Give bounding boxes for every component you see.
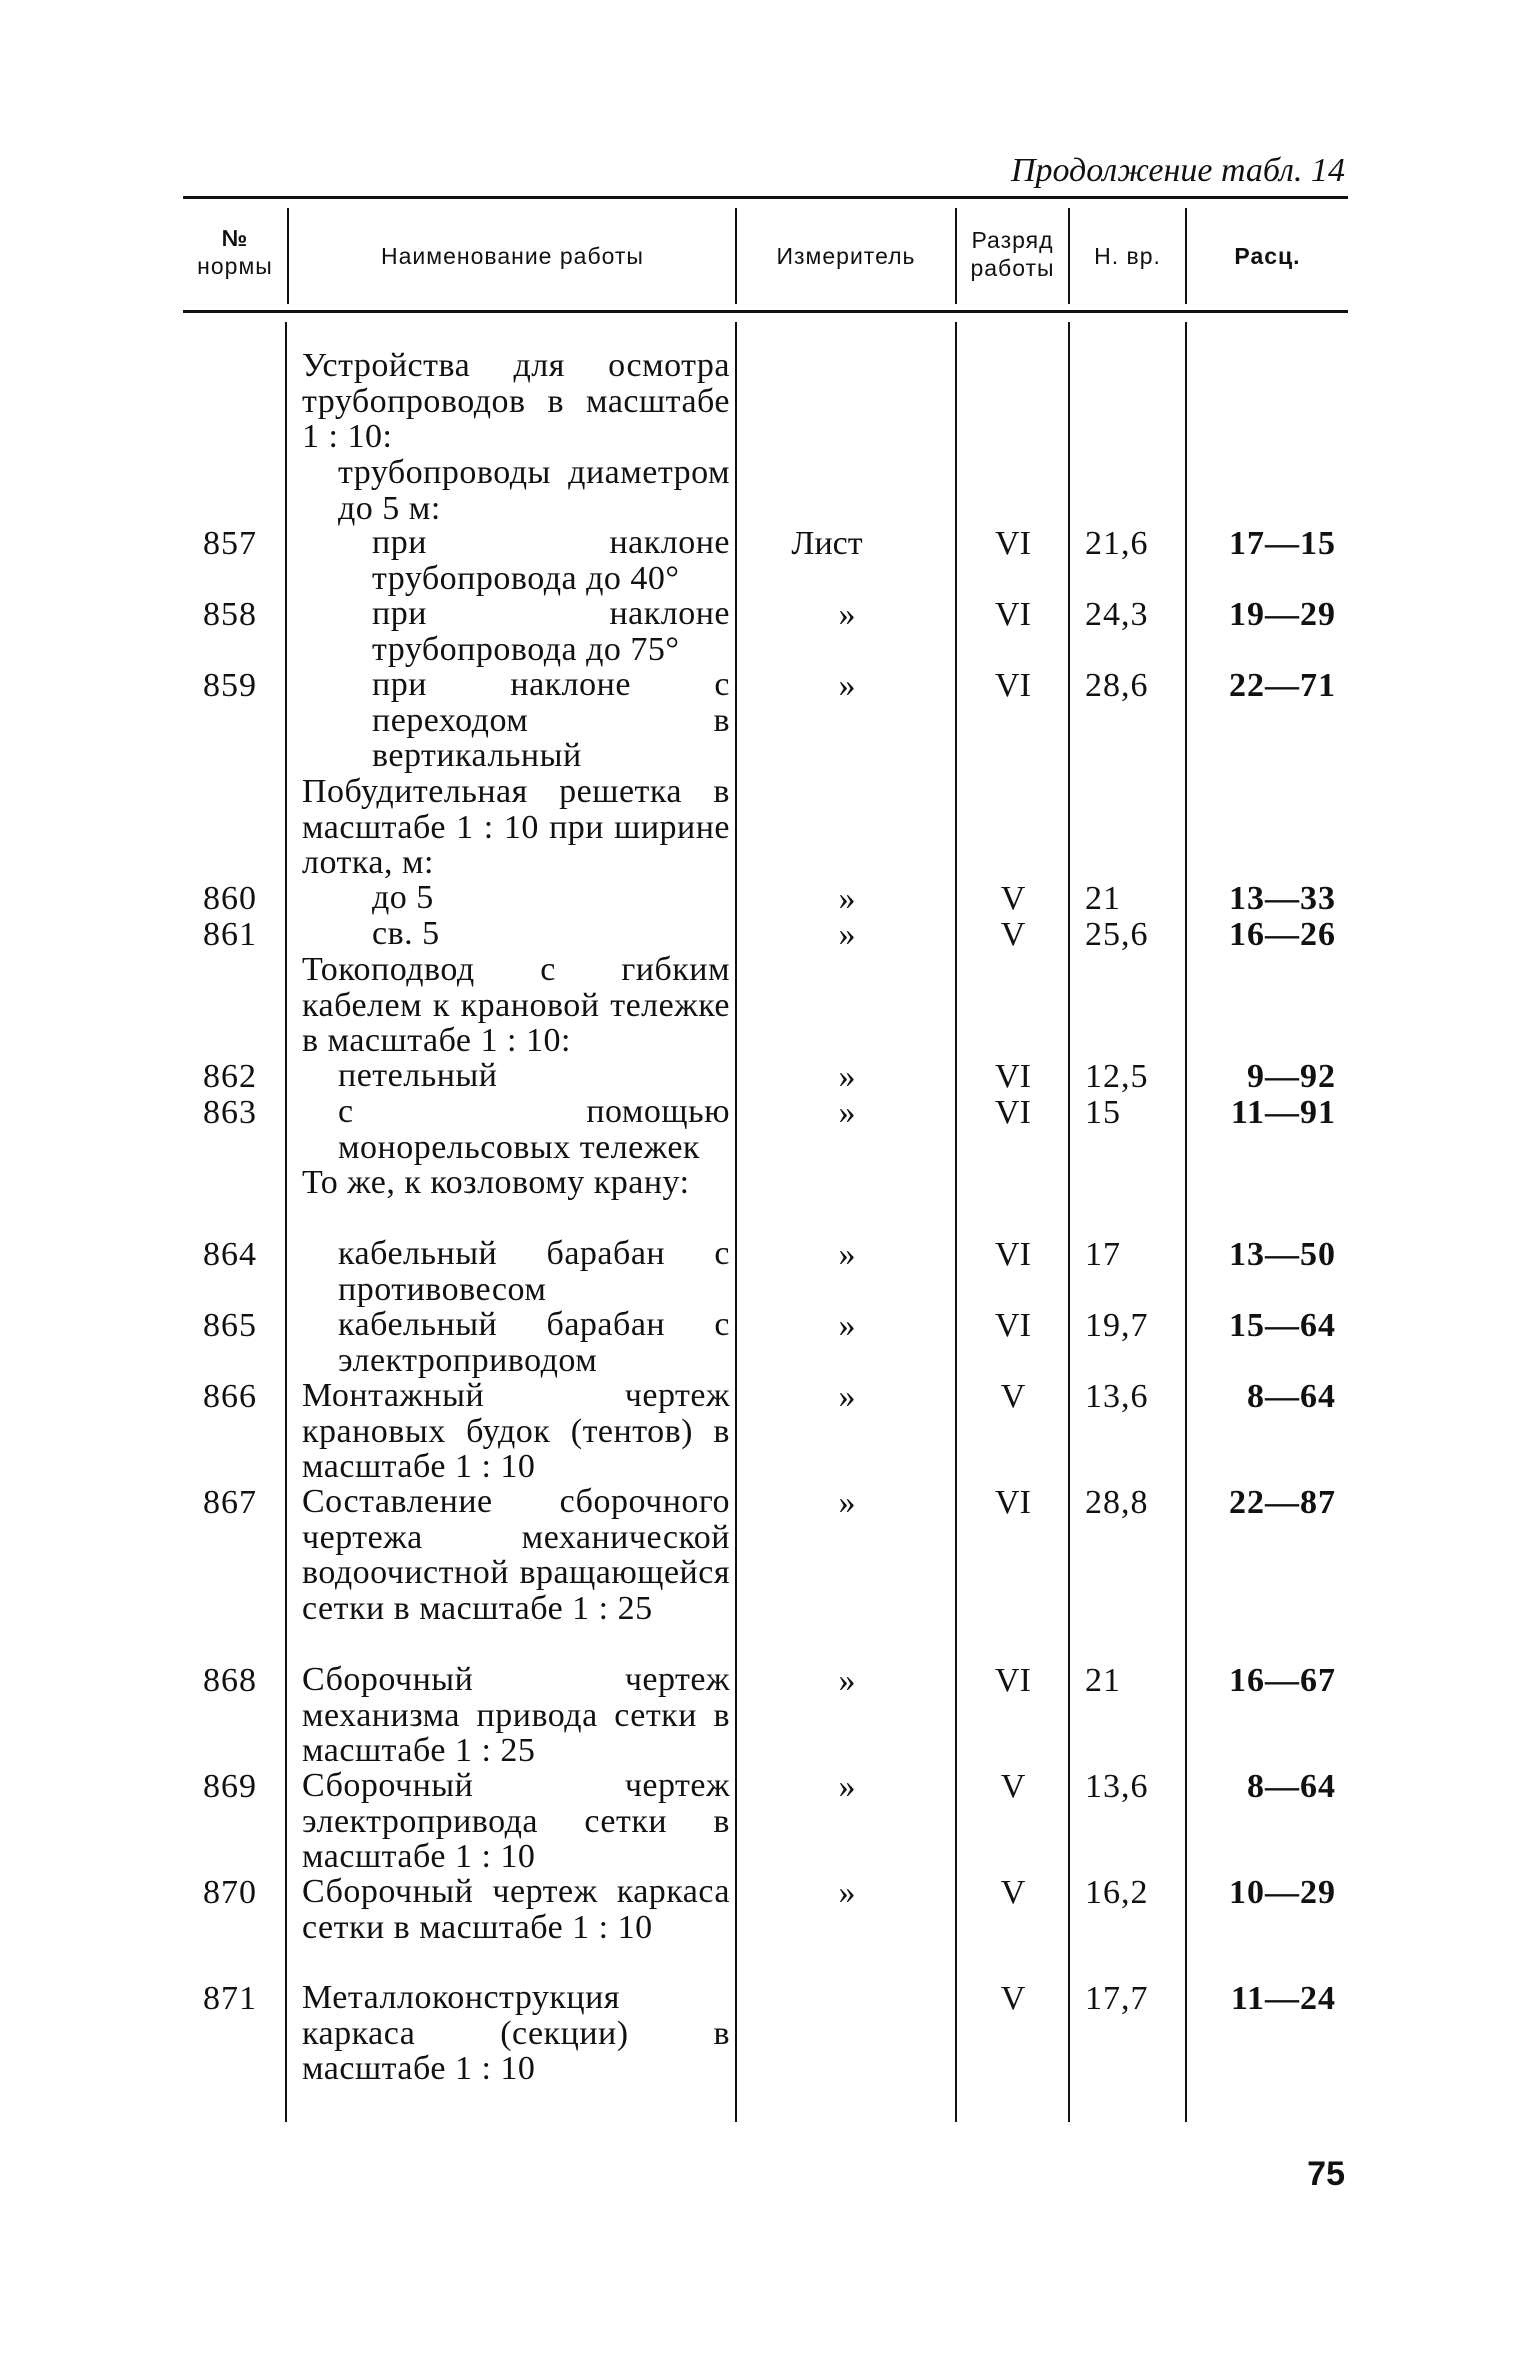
work-description: петельный: [338, 1057, 498, 1094]
time-norm: 16,2: [1085, 1874, 1149, 1911]
rate-value: 16—26: [1229, 916, 1336, 953]
measure-unit: »: [838, 1236, 856, 1273]
time-norm: 25,6: [1085, 916, 1149, 953]
group-heading: Устройства для осмотра трубопроводов в масштабе 1 : 10:: [302, 347, 730, 455]
body-separator: [1068, 322, 1070, 2122]
header-top-rule: [183, 196, 1348, 199]
work-description: до 5: [372, 879, 434, 916]
time-norm: 13,6: [1085, 1768, 1149, 1805]
measure-unit: »: [838, 1874, 856, 1911]
norm-number: 865: [203, 1307, 257, 1344]
norm-number: 868: [203, 1662, 257, 1699]
header-bottom-rule: [183, 310, 1348, 313]
measure-unit: »: [838, 880, 856, 917]
work-grade: VI: [995, 1307, 1031, 1344]
time-norm: 21: [1085, 880, 1121, 917]
rate-value: 22—71: [1229, 667, 1336, 704]
page-number: 75: [1307, 2155, 1345, 2193]
measure-unit: Лист: [791, 525, 863, 562]
col-header-number-line2: нормы: [197, 253, 273, 279]
rate-value: 9—92: [1247, 1058, 1336, 1095]
measure-unit: »: [838, 667, 856, 704]
rate-value: 13—50: [1229, 1236, 1336, 1273]
measure-unit: »: [838, 1307, 856, 1344]
body-separator: [1185, 322, 1187, 2122]
work-description: с помощью монорельсовых тележек: [338, 1093, 730, 1166]
work-description: при наклоне с переходом в вертикальный: [372, 666, 730, 774]
norm-number: 863: [203, 1094, 257, 1131]
work-grade: V: [1000, 880, 1026, 917]
measure-unit: »: [838, 916, 856, 953]
table-caption: Продолжение табл. 14: [1010, 152, 1345, 189]
measure-unit: »: [838, 1768, 856, 1805]
rate-value: 11—91: [1230, 1094, 1336, 1131]
col-header-rate: Расц.: [1234, 243, 1301, 269]
norm-number: 866: [203, 1378, 257, 1415]
norm-number: 860: [203, 880, 257, 917]
work-grade: VI: [995, 1662, 1031, 1699]
rate-value: 17—15: [1229, 525, 1336, 562]
time-norm: 28,8: [1085, 1484, 1149, 1521]
body-separator: [955, 322, 957, 2122]
rate-value: 11—24: [1230, 1980, 1336, 2017]
norm-number: 862: [203, 1058, 257, 1095]
col-header-grade-line1: Разряд: [971, 227, 1054, 253]
col-header-number-line1: №: [221, 225, 249, 251]
work-description: Сборочный чертеж механизма привода сетки в масштабе 1 : 25: [302, 1661, 730, 1769]
norm-number: 864: [203, 1236, 257, 1273]
work-grade: VI: [995, 1094, 1031, 1131]
work-description: Монтажный чертеж крановых будок (тентов) в масштабе 1 : 10: [302, 1377, 730, 1485]
body-separator: [735, 322, 737, 2122]
work-description: Сборочный чертеж электропривода сетки в масштабе 1 : 10: [302, 1767, 730, 1875]
norm-number: 870: [203, 1874, 257, 1911]
norm-number: 869: [203, 1768, 257, 1805]
work-grade: VI: [995, 1058, 1031, 1095]
time-norm: 21: [1085, 1662, 1121, 1699]
group-heading: Токоподвод с гибким кабелем к крановой тележке в масштабе 1 : 10:: [302, 951, 730, 1059]
time-norm: 21,6: [1085, 525, 1149, 562]
group-heading: Побудительная решетка в масштабе 1 : 10 при ширине лотка, м:: [302, 773, 730, 881]
col-header-norm: Н. вр.: [1094, 243, 1161, 269]
work-grade: V: [1000, 1768, 1026, 1805]
work-description: св. 5: [372, 915, 440, 952]
time-norm: 12,5: [1085, 1058, 1149, 1095]
work-grade: V: [1000, 1378, 1026, 1415]
rate-value: 15—64: [1229, 1307, 1336, 1344]
work-description: при наклоне трубопровода до 75°: [372, 595, 730, 668]
work-description: Сборочный чертеж каркаса сетки в масштабе 1 : 10: [302, 1873, 730, 1946]
work-grade: V: [1000, 916, 1026, 953]
norm-number: 861: [203, 916, 257, 953]
time-norm: 15: [1085, 1094, 1121, 1131]
norm-number: 858: [203, 596, 257, 633]
rate-value: 8—64: [1247, 1378, 1336, 1415]
norm-number: 857: [203, 525, 257, 562]
measure-unit: »: [838, 1662, 856, 1699]
col-header-grade: [957, 226, 1068, 282]
time-norm: 19,7: [1085, 1307, 1149, 1344]
measure-unit: »: [838, 596, 856, 633]
col-header-name: Наименование работы: [381, 243, 644, 269]
measure-unit: »: [838, 1058, 856, 1095]
work-grade: VI: [995, 1236, 1031, 1273]
work-description: кабельный барабан с электроприводом: [338, 1306, 730, 1379]
rate-value: 10—29: [1229, 1874, 1336, 1911]
rate-value: 19—29: [1229, 596, 1336, 633]
rate-value: 22—87: [1229, 1484, 1336, 1521]
measure-unit: »: [838, 1484, 856, 1521]
body-separator: [285, 322, 287, 2122]
time-norm: 28,6: [1085, 667, 1149, 704]
work-description: Составление сборочного чертежа механической водоочистной вращающейся сетки в масштабе 1 : 25: [302, 1483, 730, 1627]
time-norm: 17,7: [1085, 1980, 1149, 2017]
group-heading: То же, к козловому крану:: [302, 1164, 690, 1201]
work-description: кабельный барабан с противовесом: [338, 1235, 730, 1308]
col-header-number: [183, 224, 287, 280]
rate-value: 13—33: [1229, 880, 1336, 917]
col-header-grade-line2: работы: [970, 255, 1055, 281]
time-norm: 24,3: [1085, 596, 1149, 633]
measure-unit: »: [838, 1094, 856, 1131]
norm-number: 867: [203, 1484, 257, 1521]
norm-number: 859: [203, 667, 257, 704]
rate-value: 16—67: [1229, 1662, 1336, 1699]
work-grade: V: [1000, 1874, 1026, 1911]
header-separator: [287, 208, 289, 304]
subgroup-heading: трубопроводы диаметром до 5 м:: [338, 454, 730, 527]
work-grade: VI: [995, 1484, 1031, 1521]
measure-unit: »: [838, 1378, 856, 1415]
work-grade: VI: [995, 596, 1031, 633]
rate-value: 8—64: [1247, 1768, 1336, 1805]
work-grade: VI: [995, 525, 1031, 562]
time-norm: 13,6: [1085, 1378, 1149, 1415]
work-grade: V: [1000, 1980, 1026, 2017]
time-norm: 17: [1085, 1236, 1121, 1273]
norm-number: 871: [203, 1980, 257, 2017]
work-description: при наклоне трубопровода до 40°: [372, 524, 730, 597]
work-description: Металлоконструкция каркаса (секции) в масштабе 1 : 10: [302, 1979, 730, 2087]
work-grade: VI: [995, 667, 1031, 704]
col-header-measure: Измеритель: [776, 243, 916, 269]
